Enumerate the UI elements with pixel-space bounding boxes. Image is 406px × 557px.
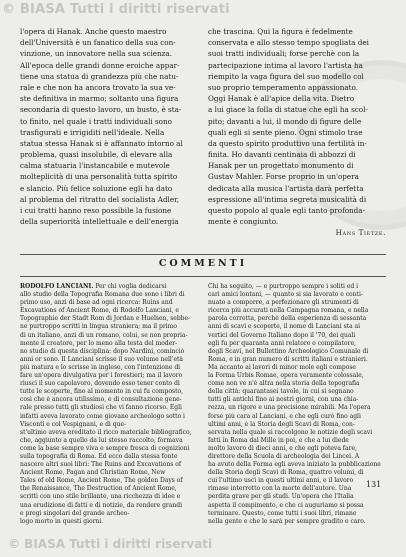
bottom-right-line: come non ve n'è altra nella storia della topografia (208, 380, 360, 388)
top-left-line: ste definitiva in marmo; soltanto una figura (20, 94, 179, 104)
top-left-line: problema, quasi insolubile, di elevare alla (20, 150, 173, 160)
top-left-column (20, 26, 195, 227)
bottom-right-line: ha avuto della Forma egli aveva iniziato la pubblicazione (208, 461, 381, 469)
bottom-left-line: scritti con uno stile brillante, una ricchezza di idee e (20, 493, 181, 501)
bottom-left-column (20, 283, 198, 526)
entry-text: Per chi voglia dedicarsi (95, 283, 167, 290)
bottom-left-line: rale presso tutti gli studiosi che vi fanno ricorso. Egli (20, 404, 182, 412)
bottom-right-line: parola corretta, perchè della esperienza di sessanta (208, 315, 367, 323)
section-rule-top (20, 254, 386, 255)
top-right-line: finita. Ho davanti centinaia di abbozzi di (208, 150, 356, 160)
bottom-left-line: primo uso, anzi di base ad ogni ricerca: Ruins and (20, 299, 173, 307)
bottom-left-line: sulla topografia di Roma. Ed ecco dalla stessa fonte (20, 452, 178, 460)
bottom-left-line (20, 283, 198, 291)
bottom-left-line: mente il creatore, per lo meno alla testa del moder- (20, 339, 178, 347)
bottom-right-line: la Forma Urbis Romae, opera veramente colossale, (208, 372, 364, 380)
bottom-left-line: riuscì il suo capolavoro, dovendo esso tener conto di (20, 380, 180, 388)
section-heading: COMMENTI (158, 258, 248, 269)
bottom-left-line: Topographie der Stadt Rom di Jordan e Huelsen, sebbe- (20, 315, 191, 323)
bottom-right-line: cari amici lontani, — quanto si sia lavorato e conti- (208, 291, 363, 299)
bottom-left-line: no studio di questa disciplina: dopo Nardini, cominciò (20, 347, 185, 355)
bottom-left-line: ne purtroppo scritti in lingua straniera; ma il primo (20, 323, 177, 331)
bottom-left-line: anni or sono. Il Lanciani scrisse il suo volume nell'età (20, 355, 183, 363)
bottom-right-line: molto lavoro di dieci anni, e che egli poteva fare, (208, 444, 357, 452)
section-rule-bottom (20, 276, 386, 277)
watermark-top: © BIASA Tutti i diritti riservati (2, 2, 230, 17)
top-right-line: suo proprio temperamento appassionato. (208, 82, 359, 92)
top-left-line: e slancio. Più felice soluzione egli ha dato (20, 183, 173, 193)
top-right-line: Hanak per un progettato monumento di (208, 161, 354, 171)
top-left-line: rale e che non ha ancora trovato la sua ve- (20, 82, 176, 92)
bottom-left-line: nascere altri suoi libri: The Ruins and Excavations of (20, 461, 182, 469)
bottom-right-line: perdita grave per gli studi. Un'opera che l'Italia (208, 493, 354, 501)
bottom-right-line: rimase interrotto con la morte dell'autore. Una (208, 485, 352, 493)
top-right-line: pito; davanti a lui, il mondo di figure delle (208, 116, 362, 126)
bottom-right-line: vertici del Governo Italiano dopo il '70, dei quali (208, 331, 356, 339)
top-right-line: dedicata alla musica l'artista darà perfetta (208, 183, 364, 193)
bottom-left-line: Excavations of Ancient Rome, di Rodolfo Lanciani, e (20, 307, 179, 315)
bottom-right-line: cui l'ultimo uscì in questi ultimi anni, e il lavoro (208, 477, 354, 485)
top-left-line: statua stessa Hanak si è affannato intorno al (20, 138, 183, 148)
bottom-left-line: Ancient Rome, Pagan and Christian Rome, New (20, 469, 166, 477)
top-right-line: a lui giace la folla di statue che egli ha scol- (208, 105, 368, 115)
bottom-right-line: ricerca più accurati nella Campagna romana, e nella (208, 307, 369, 315)
top-left-line: secondaria di questo lavoro, un busto, è sta- (20, 105, 182, 115)
bottom-left-line: di un italiano, anzi di un romano, colui, se non propria- (20, 331, 188, 339)
bottom-right-line: della città: quarantasei tavole, in cui si segnano (208, 388, 354, 396)
top-right-line: Gustav Mahler. Forse proprio in un'opera (208, 172, 359, 182)
bottom-left-line: allo studio della Topografia Romana due sono i libri di (20, 291, 185, 299)
top-right-line: partecipazione intima al lavoro l'artista ha (208, 60, 363, 70)
bottom-right-line: nuato a comporre, a perfezionare gli strumenti di (208, 299, 359, 307)
bottom-right-line: forse più cara al Lanciani, e che egli curò fino agli (208, 412, 361, 420)
top-left-line: tiene una statua di grandezza più che natu- (20, 71, 179, 81)
top-right-line: Oggi Hanak è all'apice della vita. Dietro (208, 94, 355, 104)
top-left-line: dell'Università è un fanatico della sua con- (20, 38, 176, 48)
top-right-line: da questo spirito produttivo una fertilità in- (208, 138, 367, 148)
bottom-right-line: rezza, un rigore e una precisione mirabili. Ma l'opera (208, 404, 371, 412)
bottom-left-line: fare un'opera divulgativa per i forestieri; ma il lavoro (20, 372, 183, 380)
bottom-right-line: della Storia degli Scavi di Roma, quattro volumi, di (208, 469, 364, 477)
bottom-left-line: che, aggiunto a quello da lui stesso raccolto, formava (20, 436, 183, 444)
bottom-right-line: degli Scavi, nel Bullettino Archeologico Comunale di (208, 347, 369, 355)
bottom-right-line: anni di scavi e scoperte, il nome di Lanciani sta ai (208, 323, 361, 331)
top-right-column (208, 26, 386, 239)
bottom-right-line: servata nella quale si raccolgono le notizie degli scavi (208, 428, 373, 436)
top-right-line: quali egli si sente pieno. Ogni stimolo trae (208, 127, 363, 137)
bottom-left-line: logo morto in questi giorni. (20, 517, 104, 525)
bottom-right-line: egli fu per quaranta anni relatore o compilatore, (208, 339, 356, 347)
top-left-line: vinzione, un innovatore nella sua scienza. (20, 49, 173, 59)
bottom-right-column (208, 283, 386, 526)
top-left-line: i cui tratti hanno reso possibile la fusione (20, 206, 172, 215)
entry-lead-name: RODOLFO LANCIANI. (20, 283, 94, 290)
page-number: 131 (366, 480, 382, 489)
bottom-right-line: Ma accanto ai lavori di minor mole egli compose (208, 363, 356, 371)
top-left-line: molteplicità di una personalità tutta spirito (20, 172, 178, 182)
bottom-left-line: più matura e lo scrisse in inglese, con l'intenzione di (20, 363, 181, 371)
top-left-line: al problema del ritratto del socialista Adler, (20, 194, 180, 204)
bottom-right-line: direttore della Scuola di archeologia dei Lincei. A (208, 452, 360, 460)
top-left-line: trasfigurati e irrigiditi nell'ideale. Nella (20, 127, 165, 137)
bottom-right-line: ultimi anni, è la Storia degli Scavi di Roma, con- (208, 420, 355, 428)
top-right-line: che trascina. Qui la figura è fedelmente (208, 27, 353, 36)
bottom-left-line: tutte le scoperte, fino al momento in cui fu composto, (20, 388, 184, 396)
watermark-footer: © BIASA Tutti i diritti riservati (8, 537, 213, 551)
bottom-left-line: e pregi singolari del grande archeo- (20, 509, 130, 517)
bottom-left-line: una erudizione di fatti e di notizie, da rendere grandi (20, 501, 182, 509)
bottom-right-line: fatti in Roma dal Mille in poi, e che a lui diede (208, 436, 349, 444)
author-signature: Hans Tietze. (335, 228, 386, 238)
top-right-line: espressione all'intima segreta musicalità di (208, 194, 367, 204)
bottom-right-line: nella gente e che le sarà per sempre gradito e caro. (208, 517, 366, 525)
top-right-line: riempito la vaga figura del suo modello col (208, 71, 364, 81)
bottom-right-line: tutti gli antichi fino ai nostri giorni, con una chia- (208, 396, 359, 404)
top-right-line: conservata e allo stesso tempo spogliata dei (208, 38, 369, 48)
top-left-line: calma statuaria l'instancabile e mutevole (20, 161, 170, 171)
bottom-right-line: terminare. Questo, come tutti i suoi libri, rimane (208, 509, 357, 517)
bottom-left-line: the Renaissance, The Destruction of Ancient Rome, (20, 485, 177, 493)
bottom-left-line: st'ultimo aveva ereditato il ricco materiale bibliografico, (20, 428, 192, 436)
bottom-right-line: aspetta il compimento, e che ci auguriamo si possa (208, 501, 364, 509)
top-right-line: questo popolo al quale egli tanto profonda- (208, 206, 365, 215)
bottom-right-line: Chi ha seguito, — e purtroppo sempre i soliti ed i (208, 283, 359, 290)
bottom-right-line: Roma, e in gran numero di scritti italiani e stranieri. (208, 355, 368, 363)
top-left-line: della superiorità intellettuale e dell'energia (20, 217, 179, 227)
bottom-left-line: così che è ancora utilissimo, e di consultazione gene- (20, 396, 182, 404)
bottom-left-line: infatti aveva lavorato come giovane archeologo sotto i (20, 412, 185, 420)
bottom-left-line: Visconti e col Vespignani, e di que- (20, 420, 127, 428)
bottom-left-line: Tales of old Rome, Ancient Rome, The golden Days of (20, 477, 183, 485)
top-left-line: to finito, nel quale i tratti individuali sono (20, 116, 172, 126)
top-right-line: mente è congiunto. (208, 217, 279, 227)
bottom-left-line: come la base sempre viva e sempre fresca di cognizioni (20, 444, 190, 452)
top-left-line: All'epoca delle grandi donne eroiche appar- (20, 60, 180, 70)
top-left-line: l'opera di Hanak. Anche questo maestro (20, 27, 167, 36)
top-right-line: suoi tratti individuali; forse perchè con la (208, 49, 360, 59)
